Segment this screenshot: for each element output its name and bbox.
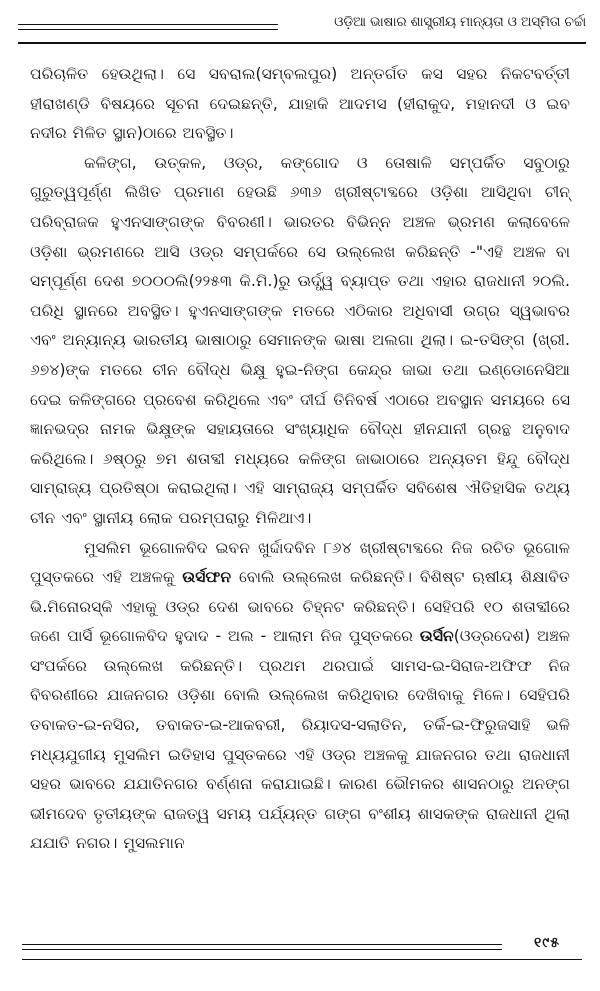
running-header — [18, 8, 586, 46]
footer-underline — [22, 959, 582, 960]
body-text — [30, 60, 570, 859]
page-number: ୧୯୫ — [534, 935, 560, 951]
paragraph-text: ମୁସଲିମ ଭୂଗୋଳବିଦ ଇବନ ଖୁର୍ଦ୍ଦାଦବିନ ୮୬୪ ଖ୍ରୀଷ୍ଟାବ୍ଦରେ ନିଜ ରଚିତ ଭୂଗୋଳ ପୁସ୍ତକରେ ଏହି ଅଞ୍ଚଳକୁ — [30, 538, 570, 587]
paragraph-muslim-geographers — [30, 534, 570, 860]
header-underline — [18, 42, 586, 44]
footer-double-rule-top — [22, 944, 502, 945]
paragraph-kalinga-history: କଳିଙ୍ଗ, ଉତ୍କଳ, ଓଡ୍ର, କଙ୍ଗୋଦ ଓ ତୋଷାଳି ସମ୍ପର୍କିତ ସବୁଠାରୁ ଗୁରୁତ୍ୱପୂର୍ଣ୍ଣ ଲିଖିତ ପ୍ରମାଣ ହେଉଛି ୬୩୬ ଖ୍ରୀଷ୍ଟାବ୍ଦରେ ଓଡ଼ିଶା ଆସିଥିବା ଚୀନ୍ ପରିବ୍ରାଜକ ହୁଏନସାଙ୍ଗଙ୍କ ବିବରଣୀ। ଭାରତର ବିଭିନ୍ନ ଅଞ୍ଚଳ ଭ୍ରମଣ କଲାବେଳେ ଓଡ଼ିଶା ଭ୍ରମଣରେ ଆସି ଓଡ୍ର ସମ୍ପର୍କରେ ସେ ଉଲ୍ଲେଖ କରିଛନ୍ତି -"ଏହି ଅଞ୍ଚଳ ବା ସମ୍ପୂର୍ଣ୍ଣ ଦେଶ ୭୦୦୦ଲି(୨୨୫୩ କି.ମି.)ରୁ ଊର୍ଦ୍ଧ୍ୱ ବ୍ୟାପ୍ତ ତଥା ଏହାର ରାଜଧାନୀ ୨୦ଲି. ପରିଧି ସ୍ଥାନରେ ଅବସ୍ଥିତ। ହୁଏନସାଙ୍ଗଙ୍କ ମତରେ ଏଠିକାର ଅଧିବାସୀ ଉଗ୍ର ସ୍ୱଭାବର ଏବଂ ଅନ୍ୟାନ୍ୟ ଭାରତୀୟ ଭାଷାଠାରୁ ସେମାନଙ୍କ ଭାଷା ଅଲଗା ଥିଲା। ଇ-ତସିଙ୍ଗ (ଖ୍ରୀ. ୬୭୪)ଙ୍କ ମତରେ ଚୀନ ବୌଦ୍ଧ ଭିକ୍ଷୁ ହୁଇ-ନିଙ୍ଗ କେନ୍ଦ୍ର ଜାଭା ତଥା ଇଣ୍ଡୋନେସିଆ ଦେଇ କଳିଙ୍ଗରେ ପ୍ରବେଶ କରିଥିଲେ ଏବଂ ଦୀର୍ଘ ତିନିବର୍ଷ ଏଠାରେ ଅବସ୍ଥାନ ସମୟରେ ସେ ଜ୍ଞାନଭଦ୍ର ନାମକ ଭିକ୍ଷୁଙ୍କ ସହାୟତାରେ ସଂଖ୍ୟାଧିକ ବୌଦ୍ଧ ହୀନଯାନୀ ଗ୍ରନ୍ଥ ଅନୁବାଦ କରିଥିଲେ। ୬ଷ୍ଠରୁ ୭ମ ଶତାବ୍ଦୀ ମଧ୍ୟରେ କଳିଙ୍ଗ ଜାଭାଠାରେ ଅନ୍ୟତମ ହିନ୍ଦୁ ବୌଦ୍ଧ ସାମ୍ରାଜ୍ୟ ପ୍ରତିଷ୍ଠା କରାଇଥିଲା। ଏହି ସାମ୍ରାଜ୍ୟ ସମ୍ପର୍କିତ ସବିଶେଷ ଐତିହାସିକ ତଥ୍ୟ ଚୀନ ଏବଂ ସ୍ଥାନୀୟ ଲୋକ ପରମ୍ପରାରୁ ମିଳିଥାଏ। — [30, 153, 570, 527]
running-header-title: ଓଡ଼ିଆ ଭାଷାର ଶାସ୍ତ୍ରୀୟ ମାନ୍ୟତା ଓ ଅସ୍ମିତା ଚର୍ଚ୍ଚା — [334, 14, 586, 30]
paragraph-text: ବୋଲି ଉଲ୍ଲେଖ କରିଛନ୍ତି। ବିଶିଷ୍ଟ ଋଷୀୟ ଶିକ୍ଷାବିତ ଭି.ମିନୋରସ୍କି ଏହାକୁ ଓଡ୍ର ଦେଶ ଭାବରେ ଚିହ୍ନଟ କରିଛନ୍ତି। ସେହିପରି ୧୦ ଶତାବ୍ଦୀରେ ଜଣେ ପାର୍ସି ଭୂଗୋଳବିଦ ହୁଦାଦ - ଅଲ - ଆଲାମ ନିଜ ପୁସ୍ତକରେ — [30, 568, 571, 646]
bold-term-ursafan: ଉର୍ସଫନ — [182, 568, 232, 587]
bold-term-ursin: ଉର୍ସିନ — [419, 627, 454, 646]
paragraph-text: (ଓଡ୍ରଦେଶ) ଅଞ୍ଚଳ ସଂପର୍କରେ ଉଲ୍ଲେଖ କରିଛନ୍ତି। ପ୍ରଥମ ଥରପାଇଁ ସାମସ-ଇ-ସିରାଜ-ଅଫିଫ ନିଜ ବିବରଣୀରେ ଯାଜନଗର ଓଡ଼ିଶା ବୋଲି ଉଲ୍ଲେଖ କରିଥିବାର ଦେଖିବାକୁ ମିଳେ। ସେହିପରି ତବାକତ-ଇ-ନସିର, ତବାକତ-ଇ-ଆକବରୀ, ରିୟାଦସ-ସଲାତିନ, ତର୍କି-ଇ-ଫିରୁଜସାହି ଭଳି ମଧ୍ୟଯୁଗୀୟ ମୁସଲିମ ଇତିହାସ ପୁସ୍ତକରେ ଏହି ଓଡ୍ର ଅଞ୍ଚଳକୁ ଯାଜନଗର ତଥା ରାଜଧାନୀ ସହର ଭାବରେ ଯଯାତିନଗର ବର୍ଣ୍ଣନା କରାଯାଇଛି। କାରଣ ଭୌମକର ଶାସନଠାରୁ ଅନଙ୍ଗ ଭୀମଦେବ ତୃତୀୟଙ୍କ ରାଜତ୍ୱ ସମୟ ପର୍ଯ୍ୟନ୍ତ ଗଙ୍ଗ ବଂଶୀୟ ଶାସକଙ୍କ ରାଜଧାନୀ ଥିଲା ଯଯାତି ନଗର। ମୁସଲମାନ — [30, 627, 570, 853]
header-double-rule-bottom — [18, 29, 278, 30]
page-footer — [22, 935, 582, 965]
header-double-rule-top — [18, 24, 278, 25]
footer-double-rule-bottom — [22, 949, 502, 950]
paragraph-continuation: ପରିଚାଳିତ ହେଉଥିଲା। ସେ ସବରାଲ(ସମ୍ବଲପୁର) ଅନ୍ତର୍ଗତ କସ ସହର ନିକଟବର୍ତ୍ତୀ ହୀରାଖଣ୍ଡି ବିଷୟରେ ସୂଚନା ଦେଇଛନ୍ତି, ଯାହାକି ଆଦମସ (ହୀରାକୁଦ, ମହାନଦୀ ଓ ଇବ ନଦୀର ମିଳିତ ସ୍ଥାନ)ଠାରେ ଅବସ୍ଥିତ। — [30, 65, 570, 143]
